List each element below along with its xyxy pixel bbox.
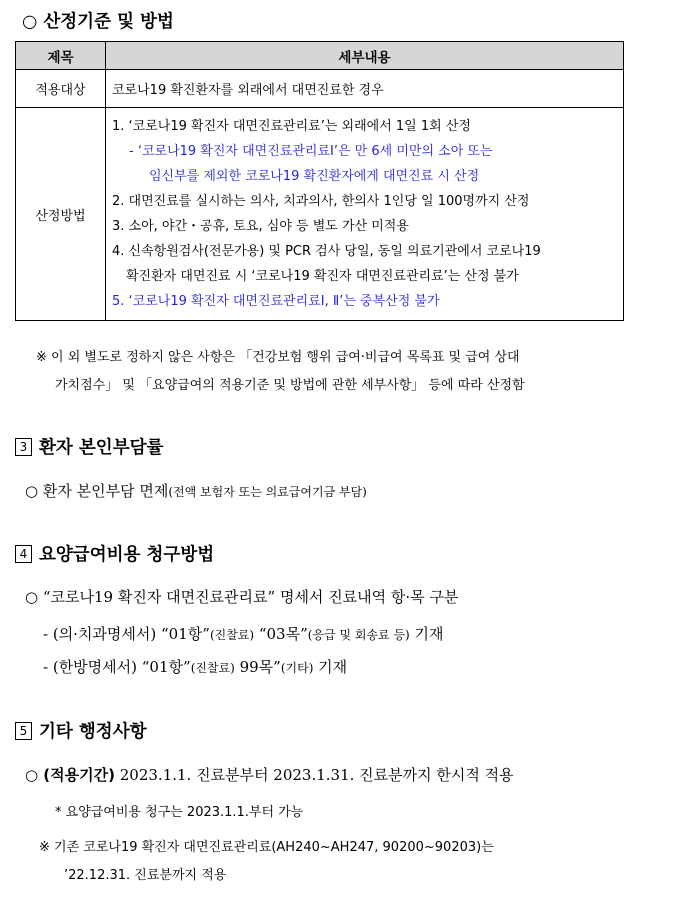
billing-sub-text: 기재 [409,625,444,643]
table-row [16,70,624,108]
header-title: 제목 [16,42,106,70]
row-label-method: 산정방법 [16,108,106,321]
billing-sub-text: “03목” [254,625,308,643]
row-content-method [106,108,624,321]
table-row [16,108,624,321]
method-line: 3. 소아, 야간・공휴, 토요, 심야 등 별도 가산 미적용 [112,219,409,234]
method-line: 5. ‘코로나19 확진자 대면진료관리료Ⅰ, Ⅱ’는 중복산정 불가 [112,294,440,309]
copay-item-main: ○ 환자 본인부담 면제 [25,482,169,500]
billing-sub-text: - (한방명세서) “01항” [43,658,191,676]
admin-item [25,764,514,785]
billing-sub-text: - (의·치과명세서) “01항” [43,625,210,643]
criteria-table [15,41,624,321]
method-line: 임신부를 제외한 코로나19 확진환자에게 대면진료 시 산정 [149,169,480,184]
section-heading-criteria: ○ 산정기준 및 방법 [22,12,174,32]
method-line: - ‘코로나19 확진자 대면진료관리료Ⅰ’은 만 6세 미만의 소아 또는 [129,144,493,159]
copay-item-paren: (전액 보험자 또는 의료급여기금 부담) [168,485,367,499]
billing-sub-paren: (진찰료) [209,628,255,642]
section-heading-billing [15,541,214,566]
section-heading-copay [15,434,163,459]
section-heading-admin [15,718,147,743]
note-line-1: ※ 이 외 별도로 정하지 않은 사항은 「건강보험 행위 급여·비급여 목록표 및 급여 상대 [36,350,520,365]
method-line: 확진환자 대면진료 시 ‘코로나19 확진자 대면진료관리료’는 산정 불가 [126,269,519,284]
section-title: 요양급여비용 청구방법 [39,545,215,565]
billing-sub-text: 기재 [313,658,348,676]
row-content-target: 코로나19 확진환자를 외래에서 대면진료한 경우 [106,70,624,108]
admin-item-label: ○ (적용기간) [25,766,115,784]
method-line: 4. 신속항원검사(전문가용) 및 PCR 검사 당일, 동일 의료기관에서 코로나19 [112,244,541,259]
admin-note-existing-1: ※ 기존 코로나19 확진자 대면진료관리료(AH240~AH247, 90200~90203)는 [39,840,494,855]
billing-sub-paren: (응급 및 회송료 등) [307,628,410,642]
section-title: 기타 행정사항 [39,722,147,742]
section-title: 환자 본인부담률 [39,438,164,458]
section-number-box: 3 [15,438,32,456]
table-header-row [16,42,624,70]
section-number-box: 4 [15,545,32,563]
header-detail: 세부내용 [106,42,624,70]
billing-sub-text: 99목” [234,658,281,676]
copay-item [25,480,367,501]
admin-item-text: 2023.1.1. 진료분부터 2023.1.31. 진료분까지 한시적 적용 [114,766,514,784]
admin-note-claim: * 요양급여비용 청구는 2023.1.1.부터 가능 [55,805,304,820]
note-line-2: 가치점수」 및 「요양급여의 적용기준 및 방법에 관한 세부사항」 등에 따라 산정함 [55,378,525,393]
admin-note-existing-2: ’22.12.31. 진료분까지 적용 [64,868,227,883]
billing-sub-2 [43,656,347,677]
section-number-box: 5 [15,722,32,740]
billing-item: ○ “코로나19 확진자 대면진료관리료” 명세서 진료내역 항·목 구분 [25,588,459,606]
row-label-target: 적용대상 [16,70,106,108]
method-line: 1. ‘코로나19 확진자 대면진료관리료’는 외래에서 1일 1회 산정 [112,119,471,134]
billing-sub-paren: (진찰료) [190,661,235,675]
billing-sub-paren: (기타) [280,661,314,675]
method-line: 2. 대면진료를 실시하는 의사, 치과의사, 한의사 1인당 일 100명까지 산정 [112,194,530,209]
billing-sub-1 [43,623,443,644]
